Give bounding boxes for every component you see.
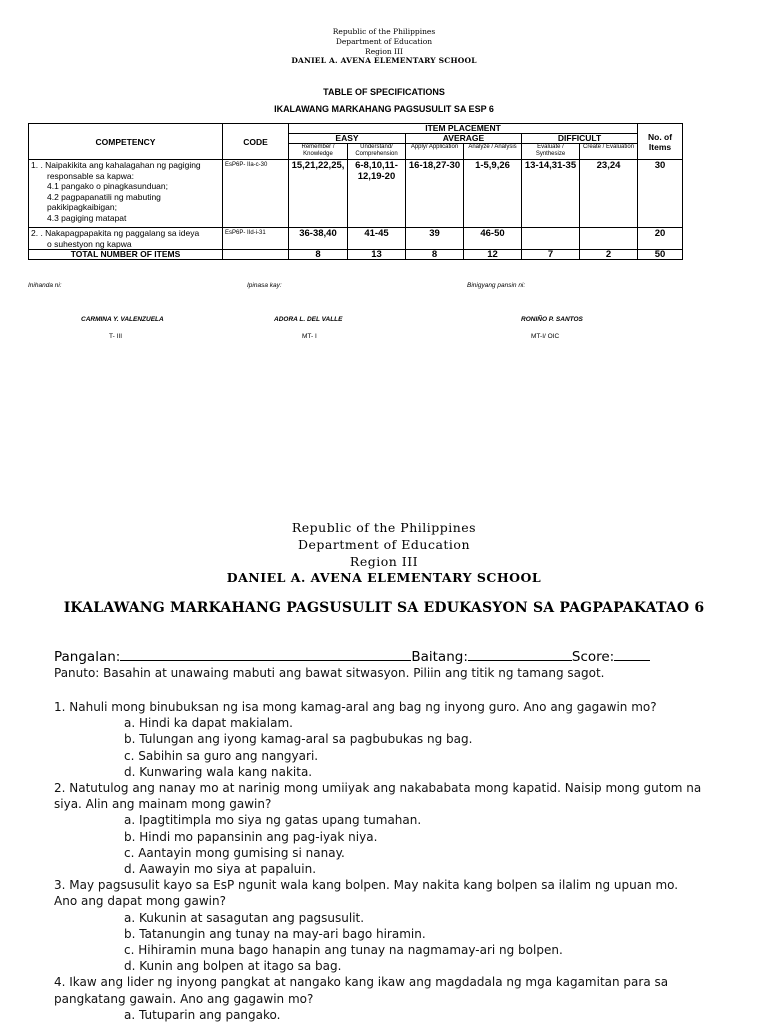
- noted-by-label: Binigyang pansin ni:: [467, 282, 526, 289]
- total-cell: 13: [348, 250, 406, 260]
- exam-title: IKALAWANG MARKAHANG PAGSUSULIT SA EDUKASYON SA PAGPAPAKATAO 6: [63, 600, 705, 616]
- specification-table: [28, 123, 683, 260]
- answer-option[interactable]: c. Sabihin sa guro ang nangyari.: [124, 748, 319, 763]
- subheader-create: Create / Evaluation: [580, 144, 638, 160]
- submitted-to-position: MT- I: [302, 333, 317, 340]
- noted-by-name: RONIÑO P. SANTOS: [521, 316, 583, 323]
- subheader-remember: Remember / Knowledge: [289, 144, 348, 160]
- header-deped: Department of Education: [335, 37, 433, 46]
- question-item: [54, 974, 744, 1023]
- item-cell: 6-8,10,11-12,19-20: [348, 160, 406, 228]
- competency-cell: [29, 160, 223, 228]
- answer-option[interactable]: b. Tulungan ang iyong kamag-aral sa pagbubukas ng bag.: [124, 732, 473, 747]
- question-text: pangkatang gawain. Ano ang gagawin mo?: [54, 991, 314, 1006]
- question-text: siya. Alin ang mainam mong gawin?: [54, 797, 272, 812]
- competency-line: o suhestyon ng kapwa: [47, 238, 132, 249]
- header-easy: EASY: [289, 134, 406, 144]
- answer-option[interactable]: c. Aantayin mong gumising si nanay.: [124, 845, 345, 860]
- score-label: Score:: [571, 649, 615, 665]
- competency-line: 4.3 pagiging matapat: [47, 212, 127, 223]
- name-label: Pangalan:: [54, 649, 121, 665]
- grand-total-cell: 50: [638, 250, 683, 260]
- tos-exam-title: IKALAWANG MARKAHANG PAGSUSULIT SA ESP 6: [274, 104, 494, 114]
- question-text: 3. May pagsusulit kayo sa EsP ngunit wala kang bolpen. May nakita kang bolpen sa ilalim ng upuan mo.: [54, 878, 679, 893]
- instructions: Panuto: Basahin at unawaing mabuti ang bawat sitwasyon. Piliin ang titik ng tamang sagot.: [54, 666, 605, 680]
- item-cell: 36-38,40: [289, 228, 348, 250]
- total-cell: 12: [464, 250, 522, 260]
- item-cell: [580, 228, 638, 250]
- header-competency: COMPETENCY: [29, 124, 223, 160]
- exam-header-region: Region III: [349, 554, 419, 569]
- code-cell: EsP6P- IIa-c-30: [223, 160, 289, 228]
- total-cell: 8: [406, 250, 464, 260]
- exam-header-republic: Republic of the Philippines: [291, 520, 477, 535]
- table-row: [29, 160, 683, 228]
- total-cell: 7: [522, 250, 580, 260]
- question-text: 4. Ikaw ang lider ng inyong pangkat at nangako kang ikaw ang magdadala ng mga kagamitan para sa: [54, 975, 669, 990]
- prepared-by-position: T- III: [109, 333, 122, 340]
- exam-header-school: DANIEL A. AVENA ELEMENTARY SCHOOL: [226, 570, 542, 585]
- item-cell: 41-45: [348, 228, 406, 250]
- tos-title: TABLE OF SPECIFICATIONS: [323, 87, 445, 97]
- competency-line: responsable sa kapwa:: [47, 170, 134, 181]
- total-code-cell: [223, 250, 289, 260]
- answer-option[interactable]: b. Hindi mo papansinin ang pag-iyak niya.: [124, 829, 378, 844]
- exam-header-deped: Department of Education: [297, 537, 471, 552]
- subheader-evaluate: Evaluate / Synthesize: [522, 144, 580, 160]
- total-row: [29, 250, 683, 260]
- items-total-cell: 30: [638, 160, 683, 228]
- subheader-analyze: Analyze / Analysis: [464, 144, 522, 160]
- answer-option[interactable]: d. Kunin ang bolpen at itago sa bag.: [124, 959, 342, 974]
- answer-option[interactable]: c. Hihiramin muna bago hanapin ang tunay na nagmamay-ari ng bolpen.: [124, 943, 563, 958]
- items-total-cell: 20: [638, 228, 683, 250]
- score-field[interactable]: [614, 648, 650, 661]
- header-region: Region III: [365, 47, 403, 56]
- noted-by-position: MT-I/ OIC: [531, 333, 560, 340]
- grade-label: Baitang:: [411, 649, 468, 665]
- subheader-understand: Understand/ Comprehension: [348, 144, 406, 160]
- header-no-of-items: No. of Items: [638, 124, 683, 160]
- answer-option[interactable]: a. Kukunin at sasagutan ang pagsusulit.: [124, 910, 365, 925]
- question-text: Ano ang dapat mong gawin?: [54, 894, 226, 909]
- student-info-row: [54, 648, 734, 665]
- grade-field[interactable]: [468, 648, 572, 661]
- header-difficult: DIFFICULT: [522, 134, 638, 144]
- subheader-apply: Apply/ Application: [406, 144, 464, 160]
- submitted-to-name: ADORA L. DEL VALLE: [274, 316, 343, 323]
- answer-option[interactable]: d. Aawayin mo siya at papaluin.: [124, 862, 317, 877]
- competency-line: 2. . Nakapagpapakita ng paggalang sa ideya: [31, 228, 200, 238]
- table-row: [29, 228, 683, 250]
- competency-line: 1. . Naipakikita ang kahalagahan ng pagiging: [31, 160, 201, 170]
- item-cell: 16-18,27-30: [406, 160, 464, 228]
- header-item-placement: ITEM PLACEMENT: [289, 124, 638, 134]
- submitted-to-label: Ipinasa kay:: [247, 282, 282, 289]
- answer-option[interactable]: a. Ipagtitimpla mo siya ng gatas upang tumahan.: [124, 813, 422, 828]
- competency-line: pakikipagkaibigan;: [47, 202, 117, 212]
- question-item: [54, 780, 744, 877]
- item-cell: 15,21,22,25,: [289, 160, 348, 228]
- competency-line: 4.2 pagpapanatili ng mabuting: [47, 191, 161, 202]
- name-field[interactable]: [120, 648, 411, 661]
- total-cell: 8: [289, 250, 348, 260]
- question-text: 1. Nahuli mong binubuksan ng isa mong kamag-aral ang bag ng inyong guro. Ano ang gagawin mo?: [54, 700, 657, 714]
- question-text: 2. Natutulog ang nanay mo at narinig mong umiiyak ang nakababata mong kapatid. Naisip mong gutom na: [54, 781, 702, 796]
- answer-option[interactable]: a. Hindi ka dapat makialam.: [124, 716, 293, 731]
- prepared-by-name: CARMINA Y. VALENZUELA: [81, 316, 164, 323]
- header-code: CODE: [223, 124, 289, 160]
- item-cell: 23,24: [580, 160, 638, 228]
- answer-option[interactable]: b. Tatanungin ang tunay na may-ari bago hiramin.: [124, 926, 426, 941]
- header-school: DANIEL A. AVENA ELEMENTARY SCHOOL: [291, 56, 477, 65]
- total-cell: 2: [580, 250, 638, 260]
- competency-cell: [29, 228, 223, 250]
- item-cell: 13-14,31-35: [522, 160, 580, 228]
- header-average: AVERAGE: [406, 134, 522, 144]
- question-item: [54, 877, 744, 974]
- competency-line: 4.1 pangako o pinagkasunduan;: [47, 181, 168, 191]
- header-republic: Republic of the Philippines: [332, 27, 436, 36]
- item-cell: 46-50: [464, 228, 522, 250]
- total-label: TOTAL NUMBER OF ITEMS: [29, 250, 223, 260]
- code-cell: EsP6P- IId-i-31: [223, 228, 289, 250]
- prepared-by-label: Inihanda ni:: [28, 282, 62, 289]
- answer-option[interactable]: a. Tutuparin ang pangako.: [124, 1007, 281, 1022]
- answer-option[interactable]: d. Kunwaring wala kang nakita.: [124, 764, 313, 779]
- item-cell: [522, 228, 580, 250]
- item-cell: 1-5,9,26: [464, 160, 522, 228]
- item-cell: 39: [406, 228, 464, 250]
- questions-list: [54, 699, 744, 1023]
- question-item: [54, 699, 744, 780]
